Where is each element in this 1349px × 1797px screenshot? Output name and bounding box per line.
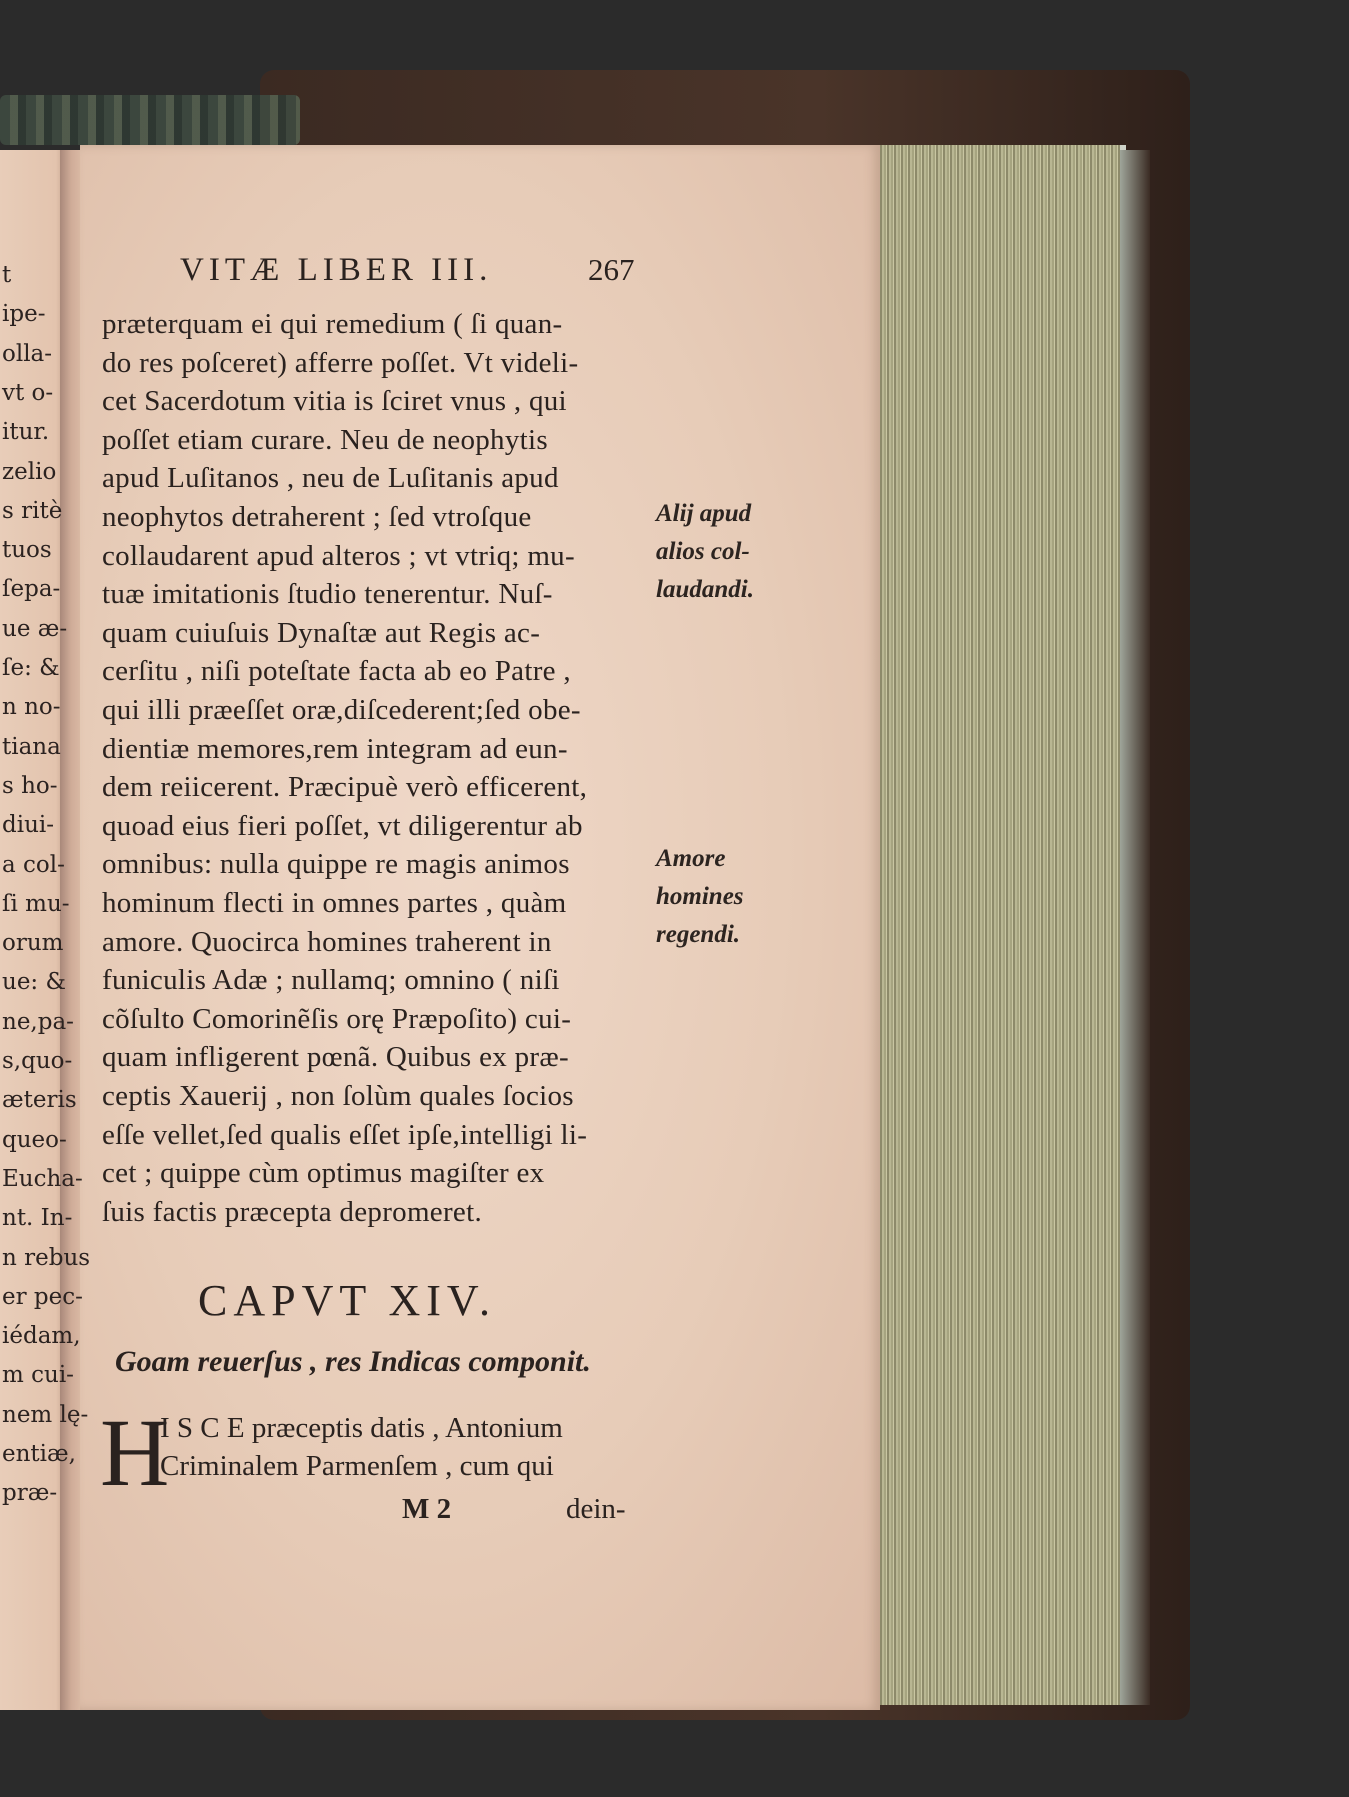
left-page-line: ſe: & (2, 655, 60, 681)
left-page-line: tiana (2, 733, 61, 760)
margin-note-line: homines (656, 883, 744, 910)
left-page-line: s,quo- (2, 1048, 73, 1074)
body-line: do res poſceret) afferre poſſet. Vt videli- (102, 346, 579, 379)
left-page-line: queo- (2, 1126, 67, 1153)
left-page-line: nem lę- (2, 1401, 89, 1428)
body-line: cõſulto Comorinẽſis orę Præpoſito) cui- (102, 1002, 572, 1035)
body-line: qui illi præeſſet oræ,diſcederent;ſed obe- (102, 694, 581, 726)
body-line: cet Sacerdotum vitia is ſciret vnus , qui (102, 385, 567, 418)
body-line: ceptis Xauerij , non ſolùm quales ſocios (102, 1080, 574, 1112)
margin-note-line: alios col- (656, 538, 750, 565)
left-page-line: æteris (2, 1087, 77, 1114)
left-page-line: t (2, 262, 12, 288)
left-page-line: ipe- (2, 301, 46, 328)
chapter-title: CAPVT XIV. (198, 1276, 496, 1325)
left-page-line: tuos (2, 537, 52, 564)
left-page-line: ſi mu- (2, 890, 70, 917)
left-page-line: ue: & (2, 969, 66, 996)
body-line: dientiæ memores,rem integram ad eun- (102, 732, 568, 765)
left-page-line: Eucha- (2, 1165, 83, 1192)
left-page-line: præ- (2, 1480, 58, 1507)
body-line: eſſe vellet,ſed qualis eſſet ipſe,intelligi li- (102, 1118, 588, 1151)
body-line: collaudarent apud alteros ; vt vtriq; mu- (102, 539, 575, 572)
left-page-line: ue æ- (2, 615, 68, 642)
left-page-line: s ho- (2, 772, 58, 799)
left-page-line: n no- (2, 694, 61, 721)
left-page-line: a col- (2, 851, 65, 878)
headband (0, 95, 300, 145)
left-page-line: s ritè (2, 497, 63, 524)
body-line: præterquam ei qui remedium ( ſi quan- (102, 308, 563, 340)
left-page-line: ne,pa- (2, 1008, 74, 1035)
body-line: omnibus: nulla quippe re magis animos (102, 848, 570, 881)
chapter-line: Criminalem Parmenſem , cum qui (160, 1450, 554, 1482)
body-line: quam cuiuſuis Dynaſtæ aut Regis ac- (102, 616, 541, 649)
body-line: neophytos detraherent ; ſed vtroſque (102, 501, 532, 533)
page-number: 267 (588, 252, 635, 287)
page-edges (880, 145, 1126, 1705)
body-line: funiculis Adæ ; nullamq; omnino ( niſi (102, 964, 560, 997)
left-page-line: entiæ, (2, 1441, 76, 1467)
left-page-line: orum (2, 930, 64, 957)
body-line: cerſitu , niſi poteſtate facta ab eo Patre , (102, 655, 571, 688)
left-page-line: olla- (2, 340, 53, 367)
left-page-line: ſepa- (2, 576, 61, 603)
body-line: quoad eius fieri poſſet, vt diligerentur ab (102, 809, 583, 842)
left-page-line: nt. In- (2, 1205, 73, 1232)
left-page-line: er pec- (2, 1283, 83, 1310)
running-head: VITÆ LIBER III. (180, 252, 493, 288)
signature-mark: M 2 (402, 1493, 452, 1525)
left-page-line: zelio (2, 458, 57, 485)
left-page-line: iédam, (2, 1323, 81, 1350)
margin-note-line: Alij apud (656, 500, 752, 527)
body-line: poſſet etiam curare. Neu de neophytis (102, 423, 548, 456)
back-board (1120, 150, 1150, 1705)
left-page-line: n rebus (2, 1244, 91, 1271)
body-line: tuæ imitationis ſtudio tenerentur. Nuſ- (102, 578, 553, 611)
left-page-line: diui- (2, 812, 55, 839)
chapter-line: I S C E præceptis datis , Antonium (160, 1412, 563, 1444)
margin-note-line: regendi. (656, 921, 741, 948)
margin-note-line: Amore (656, 845, 726, 872)
catchword: dein- (566, 1493, 626, 1525)
body-line: quam infligerent pœnã. Quibus ex præ- (102, 1041, 569, 1074)
body-line: amore. Quocirca homines traherent in (102, 925, 552, 958)
body-line: apud Luſitanos , neu de Luſitanis apud (102, 462, 559, 495)
left-page-line: vt o- (2, 379, 54, 406)
body-line: cet ; quippe cùm optimus magiſter ex (102, 1157, 545, 1190)
left-page-line: itur. (2, 419, 50, 446)
body-line: dem reiicerent. Præcipuè verò efficerent, (102, 771, 588, 804)
body-line: hominum flecti in omnes partes , quàm (102, 887, 567, 919)
body-line: ſuis factis præcepta depromeret. (102, 1195, 483, 1228)
left-page-line: m cui- (2, 1362, 74, 1389)
margin-note-line: laudandi. (656, 576, 754, 603)
chapter-subtitle: Goam reuerſus , res Indicas componit. (115, 1345, 591, 1378)
drop-cap: H (100, 1399, 170, 1506)
